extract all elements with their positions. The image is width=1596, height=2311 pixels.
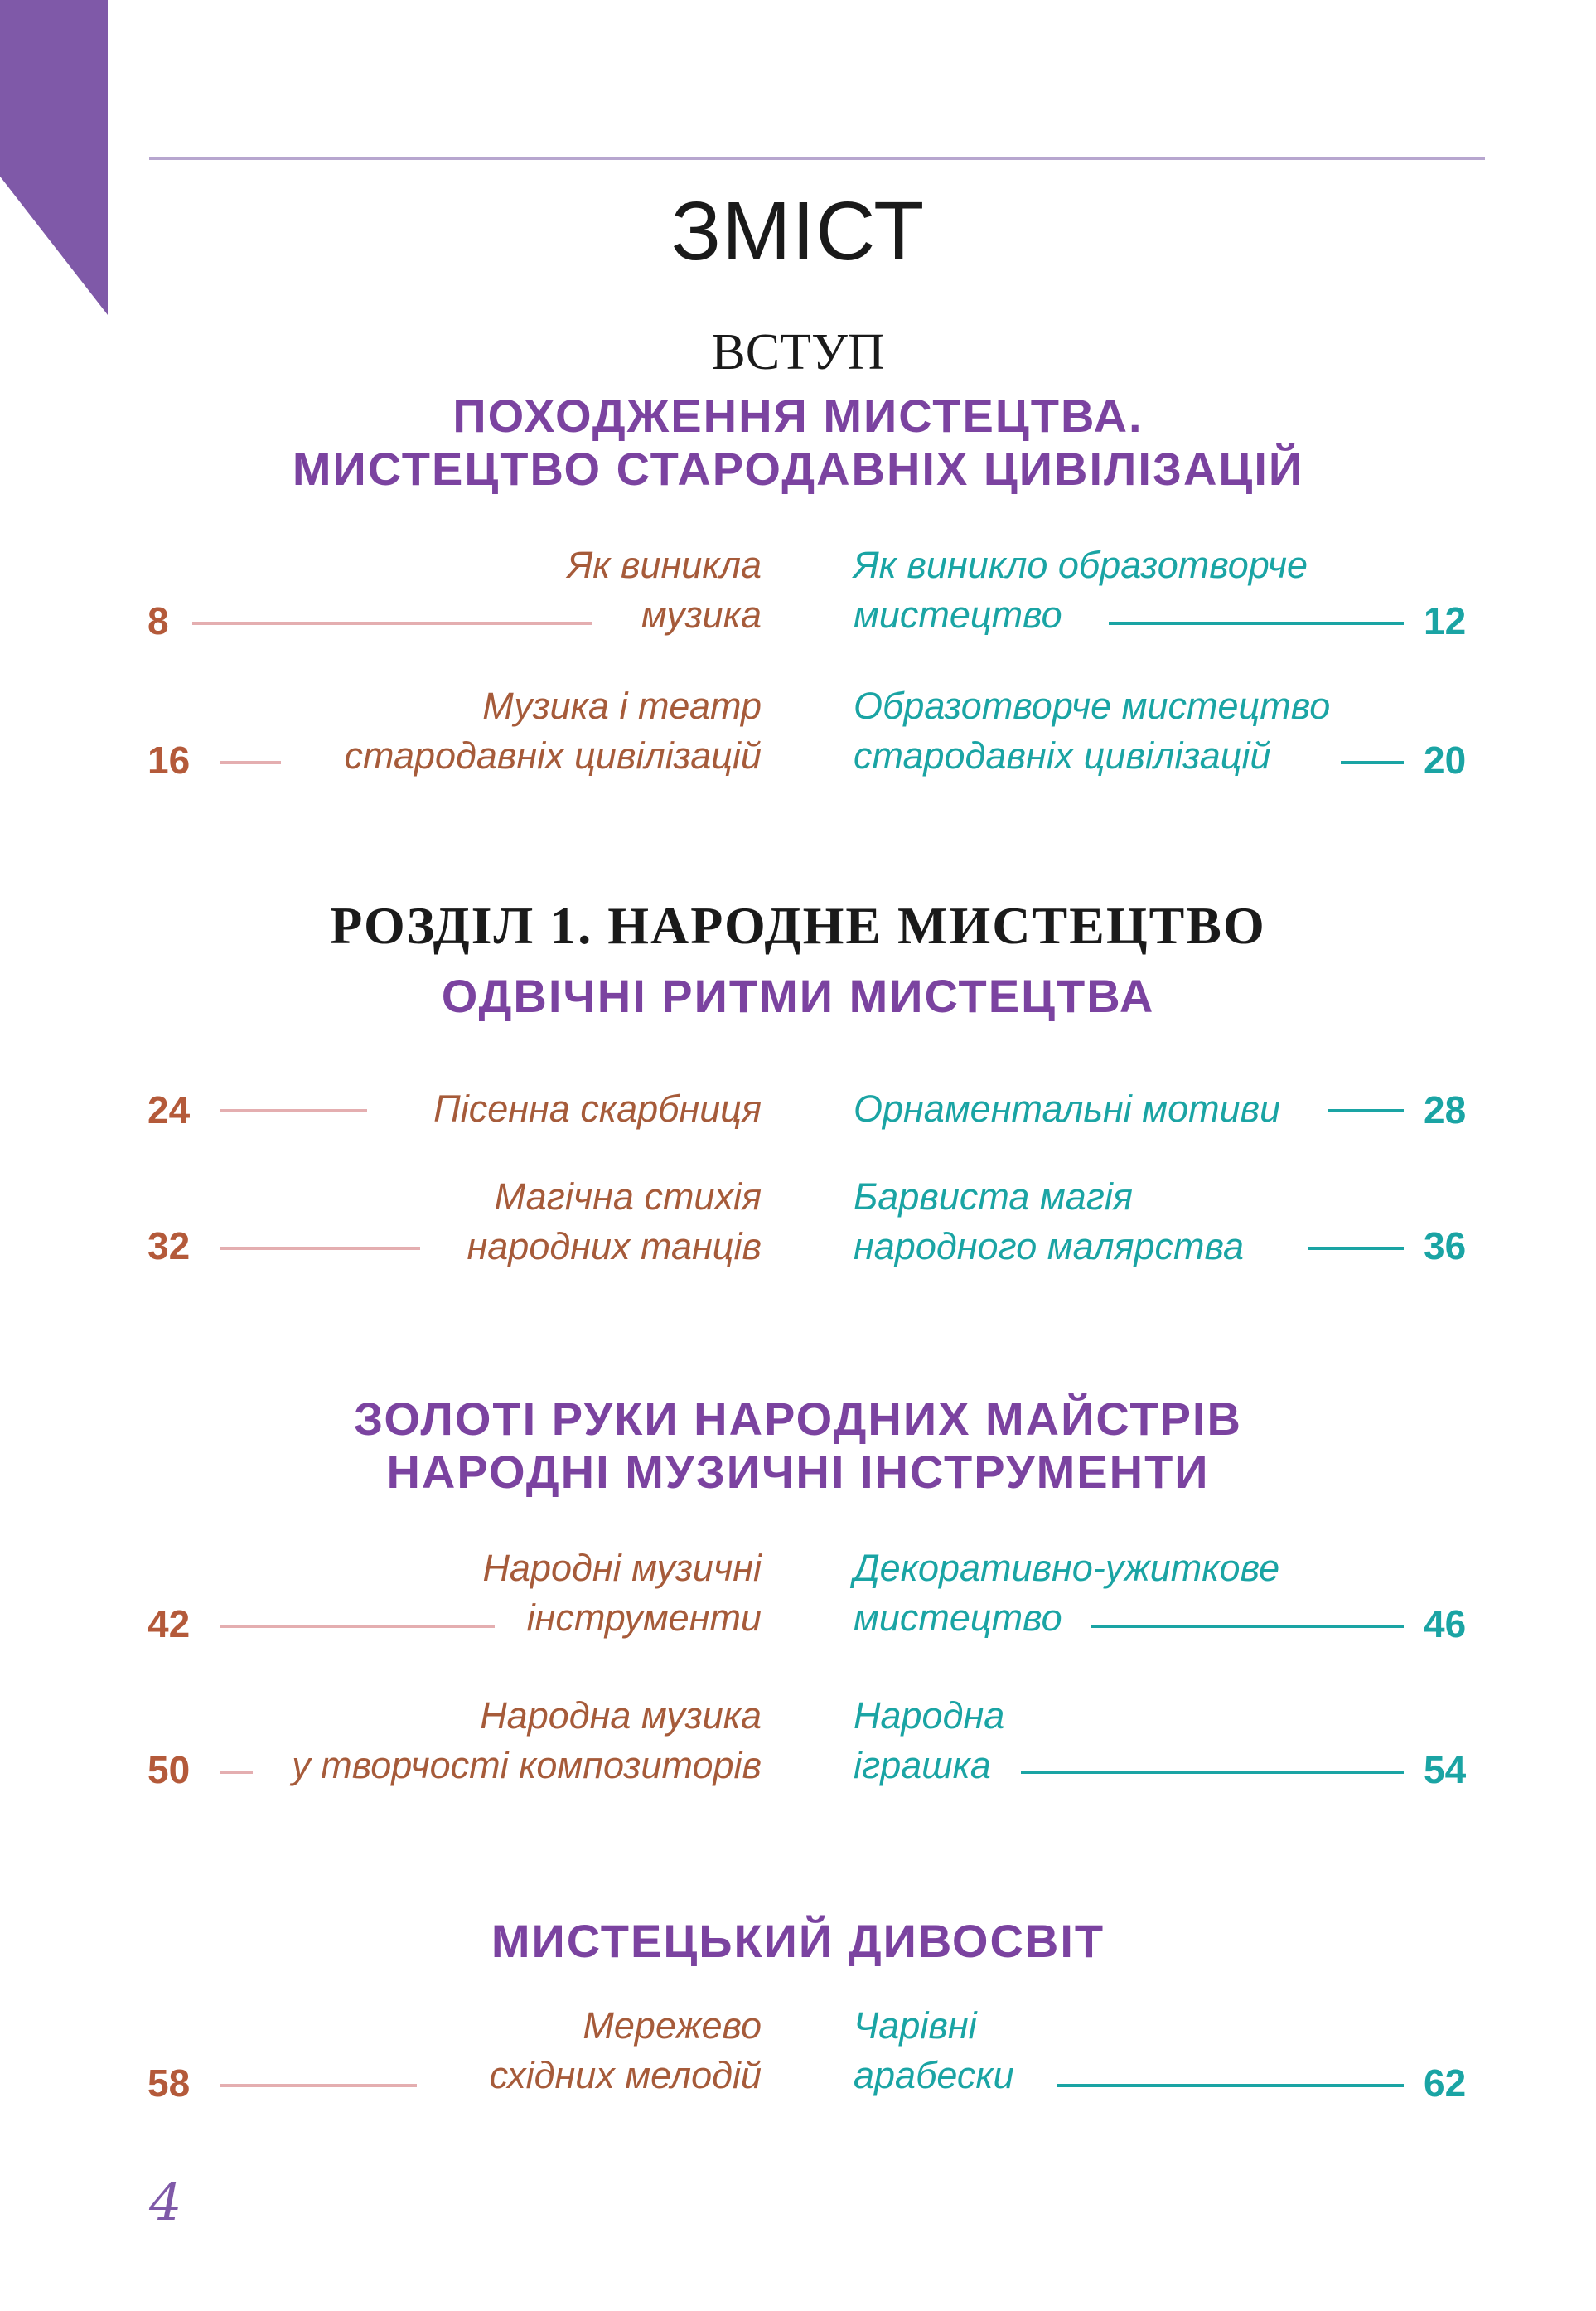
leader-line — [1021, 1771, 1404, 1774]
toc-entry-folk-painting[interactable]: Барвиста магія народного малярства — [854, 1175, 1245, 1267]
toc-entry-song-treasury[interactable]: Пісенна скарбниця — [433, 1088, 762, 1130]
leader-line — [1308, 1247, 1404, 1250]
leader-line — [192, 622, 592, 625]
section-heading-line: ЗОЛОТІ РУКИ НАРОДНИХ МАЙСТРІВ — [354, 1393, 1242, 1445]
leader-line — [220, 2084, 417, 2087]
toc-entry-folk-dances[interactable]: Магічна стихія народних танців — [467, 1175, 762, 1267]
leader-line — [220, 1109, 367, 1112]
leader-line — [220, 1247, 420, 1250]
page-number[interactable]: 28 — [1424, 1088, 1467, 1131]
page-number[interactable]: 24 — [148, 1088, 191, 1131]
toc-entry-folk-toy[interactable]: Народна іграшка — [854, 1694, 1005, 1786]
page-number-footer: 4 — [149, 2172, 182, 2232]
section-heading-line: ПОХОДЖЕННЯ МИСТЕЦТВА. — [452, 390, 1144, 442]
page-number[interactable]: 32 — [148, 1224, 191, 1267]
top-rule — [149, 157, 1485, 160]
toc-entry-folk-music-composers[interactable]: Народна музика у творчості композиторів — [292, 1694, 762, 1786]
section-heading-line: НАРОДНІ МУЗИЧНІ ІНСТРУМЕНТИ — [386, 1446, 1210, 1498]
section-heading-line: МИСТЕЦЬКИЙ ДИВОСВІТ — [491, 1915, 1105, 1967]
leader-line — [220, 1771, 253, 1774]
leader-line — [1328, 1109, 1404, 1112]
page-number[interactable]: 58 — [148, 2061, 191, 2105]
page-number[interactable]: 62 — [1424, 2061, 1467, 2105]
leader-line — [1341, 761, 1404, 764]
leader-line — [1109, 622, 1404, 625]
page-number[interactable]: 54 — [1424, 1748, 1467, 1791]
page-number[interactable]: 16 — [148, 739, 191, 782]
leader-line — [220, 1625, 495, 1628]
toc-entry-ancient-music-theatre[interactable]: Музика і театр стародавніх цивілізацій — [344, 685, 762, 777]
toc-entry-eastern-melodies[interactable]: Мережево східних мелодій — [489, 2004, 762, 2096]
toc-entry-arabesques[interactable]: Чарівні арабески — [854, 2004, 1014, 2096]
leader-line — [1057, 2084, 1404, 2087]
intro-heading: ВСТУП — [711, 324, 885, 380]
leader-line — [1091, 1625, 1404, 1628]
page-number[interactable]: 20 — [1424, 739, 1467, 782]
chapter-heading: РОЗДІЛ 1. НАРОДНЕ МИСТЕЦТВО — [330, 896, 1266, 955]
page-number[interactable]: 8 — [148, 599, 169, 642]
toc-entry-decorative-art[interactable]: Декоративно-ужиткове мистецтво — [854, 1547, 1280, 1639]
toc-entry-ornamental-motifs[interactable]: Орнаментальні мотиви — [854, 1088, 1281, 1130]
section-heading-origins — [0, 390, 1596, 496]
page-number[interactable]: 46 — [1424, 1602, 1467, 1645]
leader-line — [220, 761, 281, 764]
page-number[interactable]: 36 — [1424, 1224, 1467, 1267]
toc-entry-ancient-art[interactable]: Образотворче мистецтво стародавніх цивілізацій — [854, 685, 1331, 777]
toc-entry-music-origin[interactable]: Як виникла музика — [567, 544, 762, 636]
page-title: ЗМІСТ — [670, 185, 926, 278]
section-heading-wonderworld — [0, 1915, 1596, 1968]
toc-entry-art-origin[interactable]: Як виникло образотворче мистецтво — [854, 544, 1308, 636]
section-heading-line: ОДВІЧНІ РИТМИ МИСТЕЦТВА — [441, 970, 1155, 1022]
page-number[interactable]: 12 — [1424, 599, 1467, 642]
section-heading-golden-hands — [0, 1393, 1596, 1499]
section-heading-line: МИСТЕЦТВО СТАРОДАВНІХ ЦИВІЛІЗАЦІЙ — [292, 443, 1304, 495]
page-number[interactable]: 42 — [148, 1602, 191, 1645]
toc-entry-folk-instruments[interactable]: Народні музичні інструменти — [482, 1547, 762, 1639]
page-number[interactable]: 50 — [148, 1748, 191, 1791]
section-heading-rhythms — [0, 970, 1596, 1023]
